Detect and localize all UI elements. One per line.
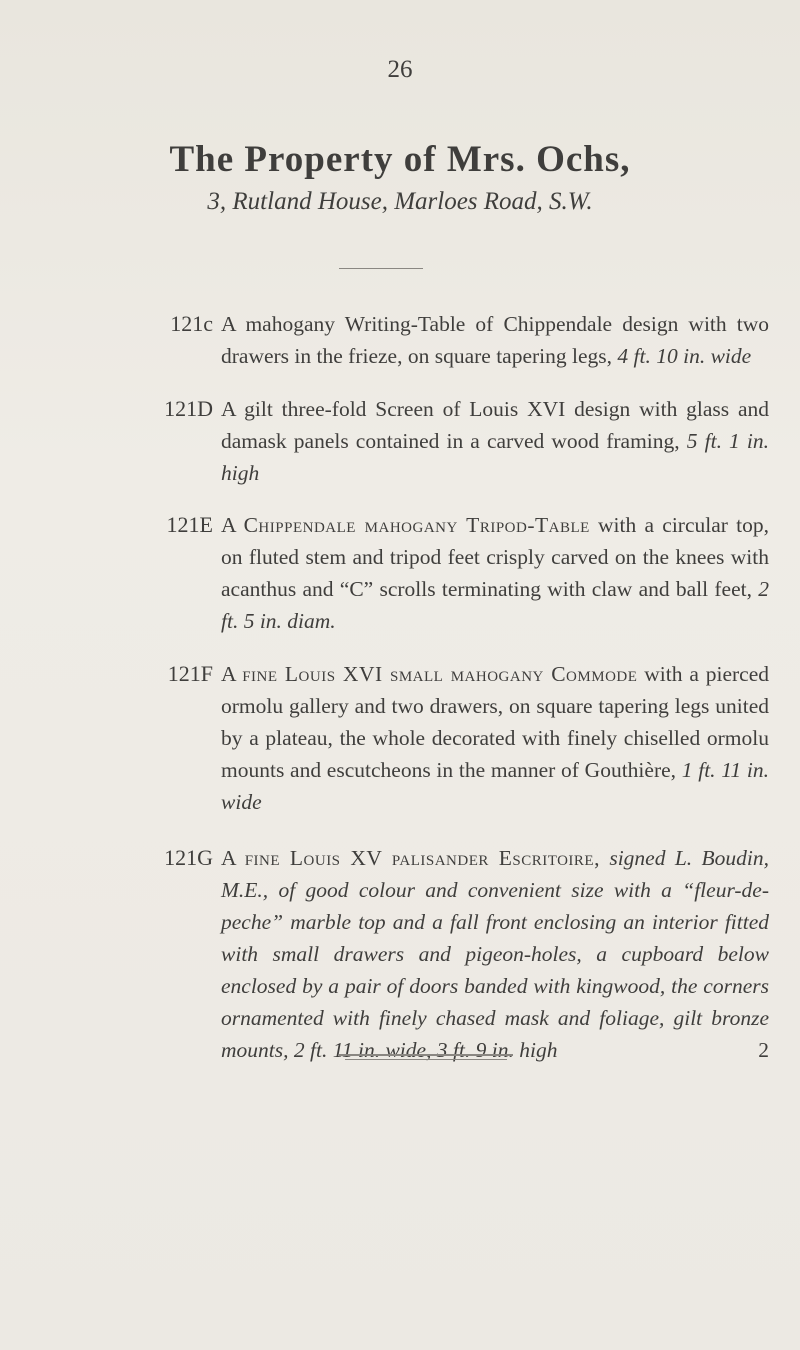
lot-description: [221, 658, 769, 818]
lot-description: [221, 393, 769, 489]
lot-body: gilt three-fold Screen of Louis XVI design with glass and damask panels contained in a carved wood framing,: [221, 397, 770, 453]
lot-prefix: A: [221, 397, 245, 421]
page-number: 26: [387, 56, 413, 83]
bottom-divider: [339, 1054, 513, 1056]
top-divider: [339, 268, 423, 269]
lot-number: 121G: [164, 845, 213, 870]
lot-body: with a circular top, on fluted stem and tripod feet crisply carved on the knees with acanthus and “C” scrolls terminating with claw and ball feet,: [221, 513, 770, 601]
lot-dimensions: 4 ft. 10 in. wide: [617, 344, 752, 368]
page-title: The Property of Mrs. Ochs,: [169, 139, 631, 180]
lot-number: 121E: [166, 512, 213, 537]
lot-sheet-marker: 2: [758, 1038, 769, 1062]
lot-body: with a pierced ormolu gallery and two drawers, on square tapering legs united by a plateau, the whole decorated with finely chiselled ormolu mounts and escutcheons in the manner of Gouthière,: [221, 662, 770, 782]
lot-title: fine Louis XV palisander Escritoire,: [244, 846, 600, 870]
lot-title: fine Louis XVI small mahogany Commode: [242, 662, 638, 686]
owner-address: 3, Rutland House, Marloes Road, S.W.: [207, 188, 593, 215]
lot-number: 121F: [167, 661, 213, 686]
lot-title: Chippendale mahogany Tripod-Table: [243, 513, 590, 537]
lot-body-italic: signed L. Boudin, M.E., of good colour and convenient size with a “fleur-de-peche” marble top and a fall front enclosing an interior fitted with small drawers and pigeon-holes, a cupboard below enclosed by a pair of doors banded with kingwood, the corners ornamented with finely chased mask and foliage, gilt bronze mounts, 2 ft. 11 in. wide, 3 ft. 9 in. high: [221, 846, 770, 1062]
lot-description: [221, 509, 769, 637]
lot-dimensions: 2 ft. 5 in. diam.: [221, 577, 769, 633]
lot-number: 121c: [170, 311, 213, 336]
lot-description: [221, 308, 769, 372]
lot-dimensions: 1 ft. 11 in. wide: [221, 758, 769, 814]
lot-number: 121D: [164, 396, 213, 421]
lot-prefix: A: [221, 846, 245, 870]
lot-description: [221, 842, 769, 1066]
bottom-divider-inner: [345, 1059, 507, 1060]
lot-body: mahogany Writing-Table of Chippendale design with two drawers in the frieze, on square tapering legs,: [221, 312, 770, 368]
lot-prefix: A: [221, 513, 244, 537]
lot-prefix: A: [221, 662, 243, 686]
lot-dimensions: 5 ft. 1 in. high: [221, 429, 769, 485]
lot-prefix: A: [221, 312, 246, 336]
